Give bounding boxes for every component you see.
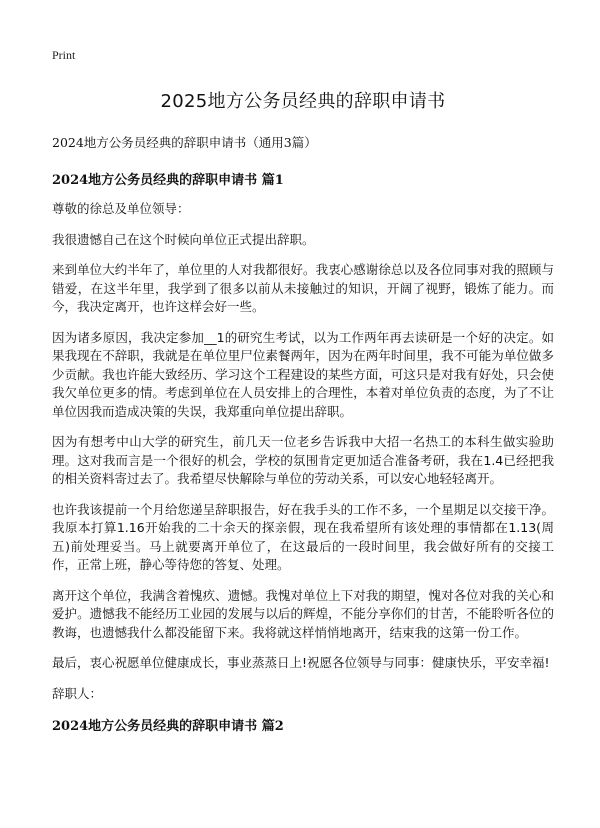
paragraph-gratitude: 来到单位大约半年了，单位里的人对我都很好。我衷心感谢徐总以及各位同事对我的照顾与错爱，在这半年里，我学到了很多以前从未接触过的知识，开阔了视野，锻炼了能力。而今，我决定离开，也许这样会好一些。 bbox=[52, 262, 554, 314]
paragraph-regret: 离开这个单位，我满含着愧疚、遗憾。我愧对单位上下对我的期望，愧对各位对我的关心和爱护。遗憾我不能经历工业园的发展与以后的辉煌，不能分享你们的甘苦，不能聆听各位的教诲，也遗憾我什么都没能留下来。我将就这样悄悄地离开，结束我的这第一份工作。 bbox=[52, 587, 554, 640]
section-heading-1: 2024地方公务员经典的辞职申请书 篇1 bbox=[52, 173, 284, 188]
paragraph-reasons: 因为诸多原因，我决定参加__1的研究生考试，以为工作两年再去读研是一个好的决定。如果我现在不辞职，我就是在单位里尸位素餐两年，因为在两年时间里，我不可能为单位做多少贡献。我也许能大致经历、学习这个工程建设的某些方面，可这只是对我有好处，只会使我欠单位更多的情。考虑到单位在人员安排上的合理性，本着对单位负责的态度，为了不让单位因我而造成决策的失误，我郑重向单位提出辞职。 bbox=[52, 329, 554, 419]
signature-label: 辞职人： bbox=[52, 685, 103, 701]
document-subtitle: 2024地方公务员经典的辞职申请书（通用3篇） bbox=[52, 135, 317, 150]
paragraph-opportunity: 因为有想考中山大学的研究生，前几天一位老乡告诉我中大招一名热工的本科生做实验助理。这对我而言是一个很好的机会，学校的氛围肯定更加适合准备考研，我在1.4已经把我的相关资料寄过去了。我希望尽快解除与单位的劳动关系，可以安心地轻轻离开。 bbox=[52, 434, 554, 486]
page-title: 2025地方公务员经典的辞职申请书 bbox=[160, 91, 446, 112]
paragraph-handover: 也许我该提前一个月给您递呈辞职报告，好在我手头的工作不多，一个星期足以交接干净。我原本打算1.16开始我的二十余天的探亲假，现在我希望所有该处理的事情都在1.13(周五)前处理妥当。马上就要离开单位了，在这最后的一段时间里，我会做好所有的交接工作，正常上班，静心等待您的答复、处理。 bbox=[52, 501, 554, 572]
section-heading-2: 2024地方公务员经典的辞职申请书 篇2 bbox=[52, 719, 284, 734]
paragraph-closing: 最后，衷心祝愿单位健康成长，事业蒸蒸日上!祝愿各位领导与同事：健康快乐，平安幸福! bbox=[52, 655, 550, 670]
print-link[interactable]: Print bbox=[52, 48, 76, 62]
salutation: 尊敬的徐总及单位领导： bbox=[52, 201, 190, 216]
paragraph-intro: 我很遗憾自己在这个时候向单位正式提出辞职。 bbox=[52, 231, 315, 247]
